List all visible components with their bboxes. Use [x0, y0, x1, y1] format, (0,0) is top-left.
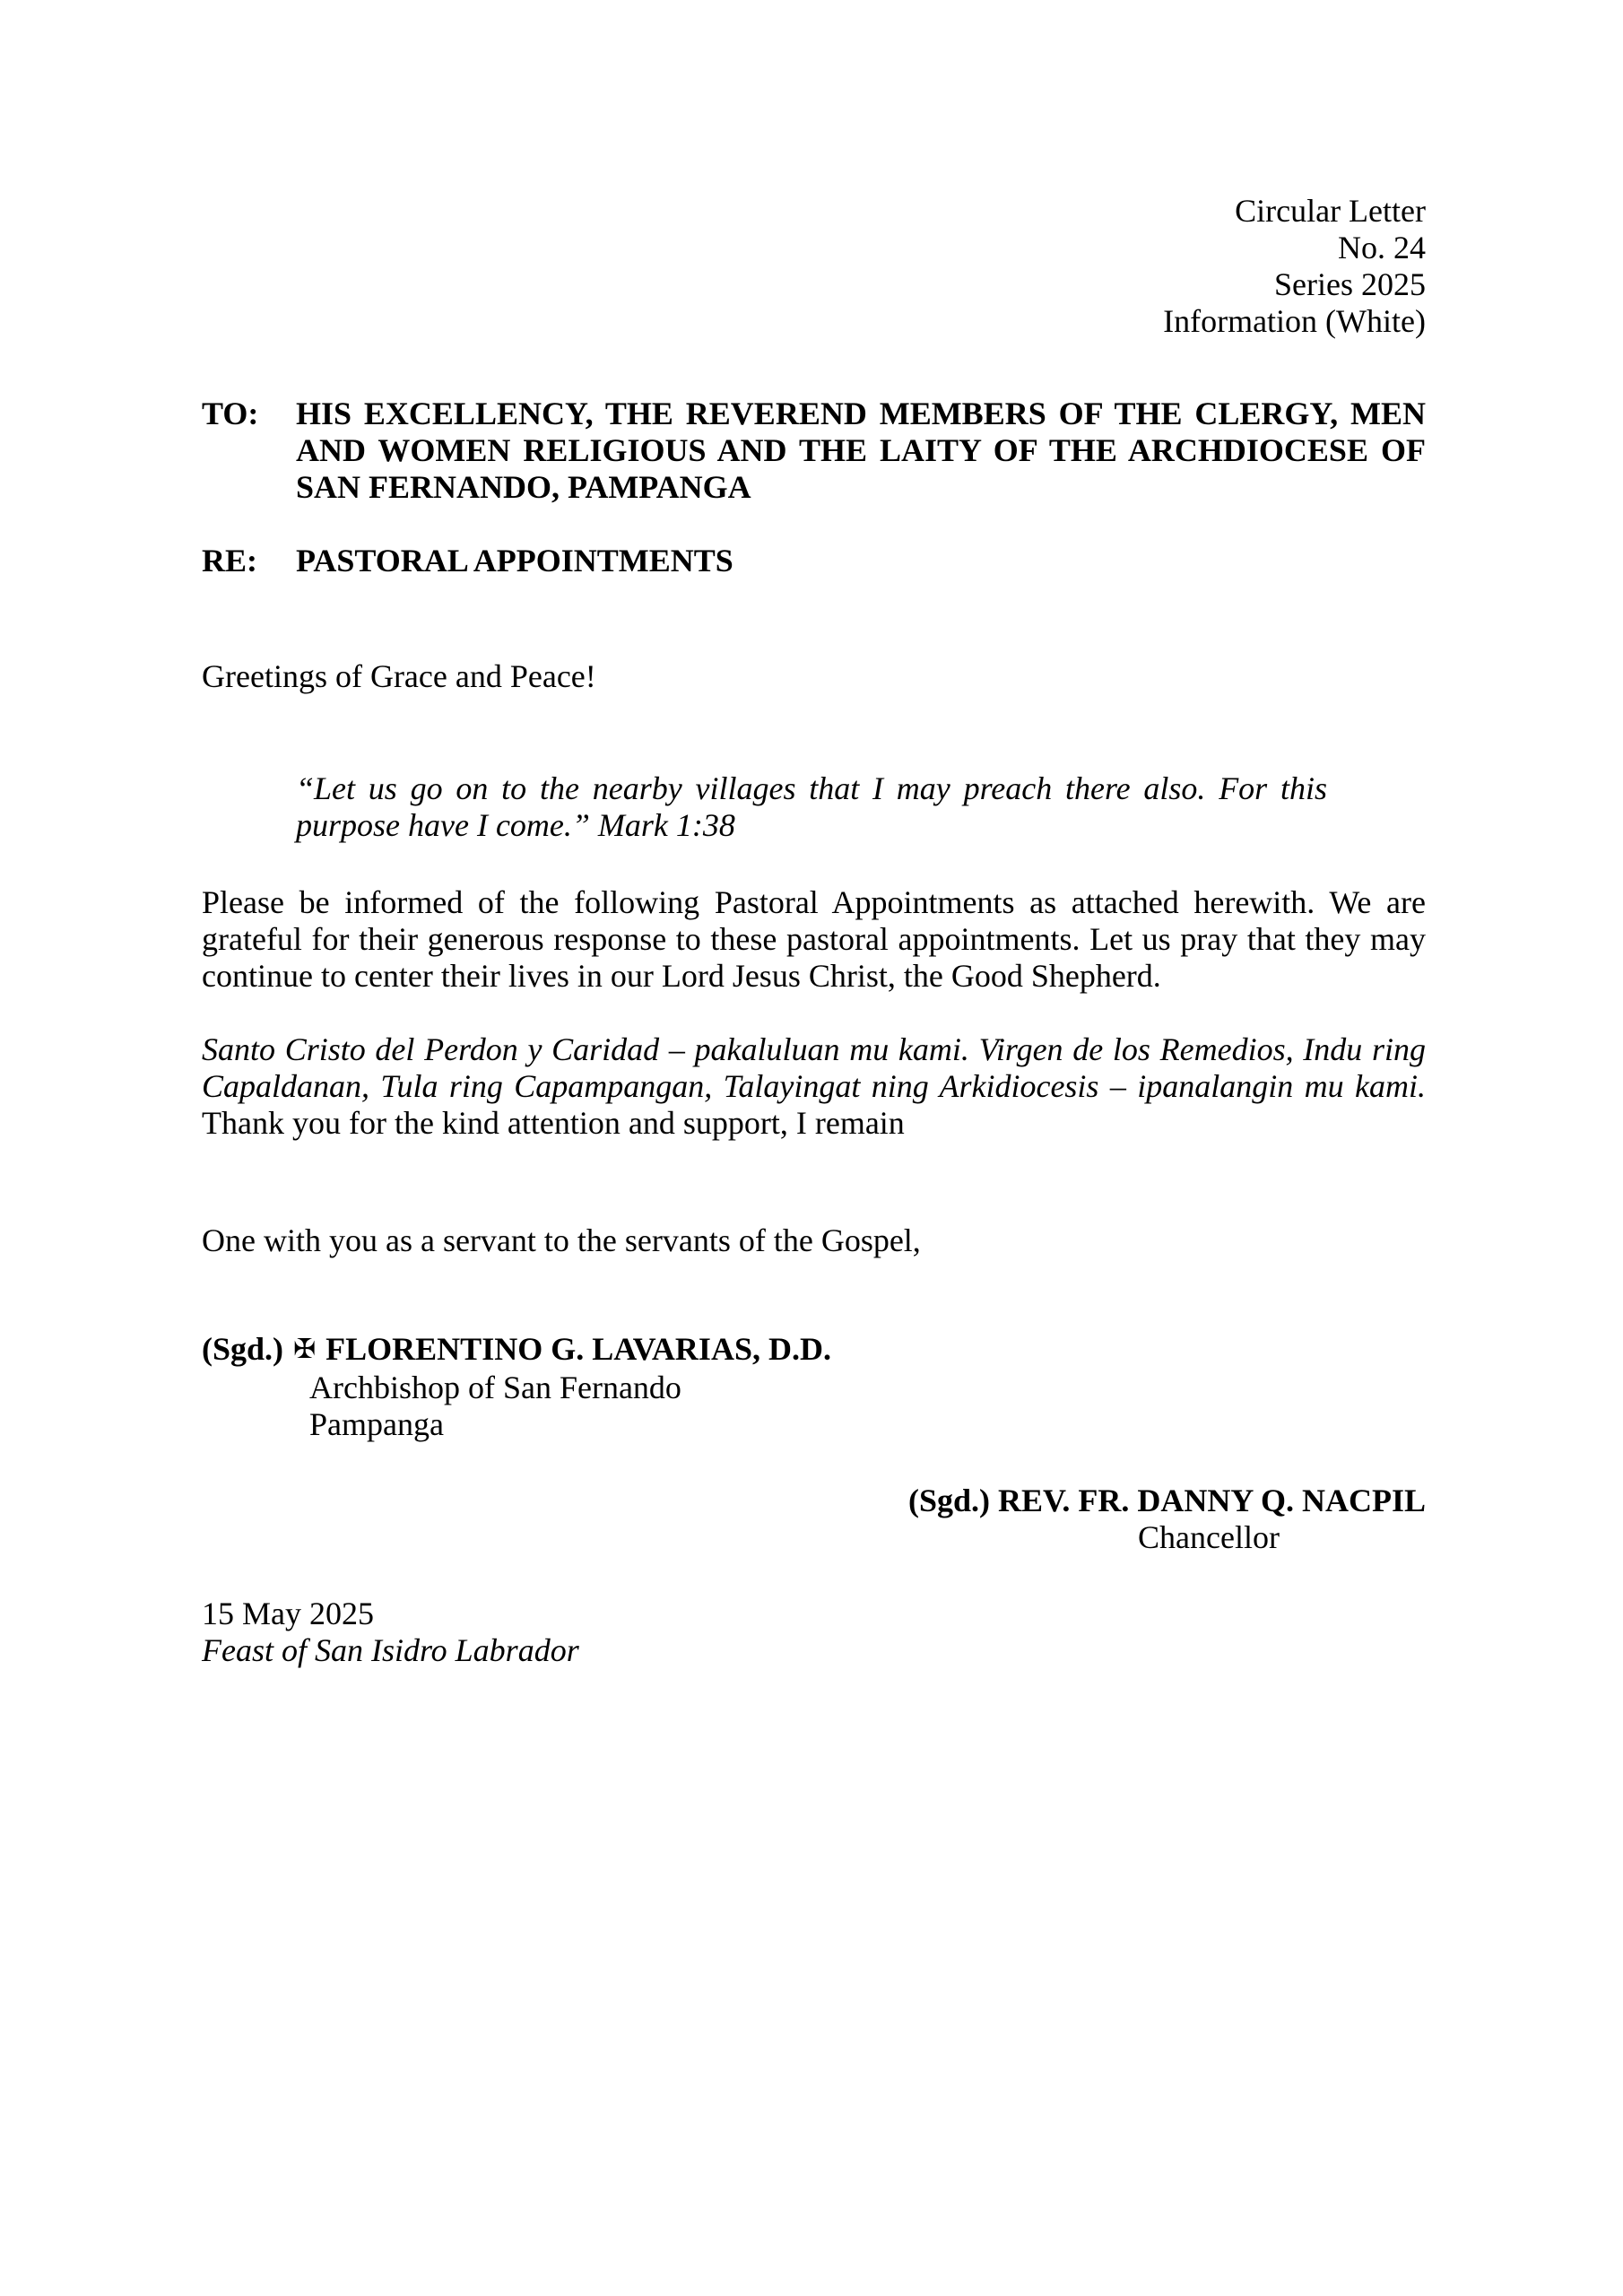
header-line-number: No. 24 [1338, 230, 1426, 265]
signature-archbishop-name-line [202, 1331, 1426, 1370]
signature-archbishop [202, 1331, 1426, 1443]
feast-line: Feast of San Isidro Labrador [202, 1632, 579, 1668]
chancellor-role-line: Chancellor [1138, 1519, 1280, 1555]
to-text: HIS EXCELLENCY, THE REVEREND MEMBERS OF THE CLERGY, MEN AND WOMEN RELIGIOUS AND THE LAITY OF THE ARCHDIOCESE OF SAN FERNANDO, PAMPANGA [296, 396, 1426, 505]
date-block [202, 1596, 1426, 1669]
body-paragraph: Please be informed of the following Pastoral Appointments as attached herewith. We are grateful for their generous response to these pastoral appointments. Let us pray that they may continue to center their lives in our Lord Jesus Christ, the Good Shepherd. [202, 884, 1426, 994]
re-label: RE: [202, 543, 257, 578]
chancellor-name-line: (Sgd.) REV. FR. DANNY Q. NACPIL [907, 1483, 1426, 1518]
prayer-paragraph [202, 1031, 1426, 1142]
prayer-paragraph-regular: Thank you for the kind attention and support, I remain [202, 1105, 905, 1141]
prayer-paragraph-italic: Santo Cristo del Perdon y Caridad – pakaluluan mu kami. Virgen de los Remedios, Indu ring Capaldanan, Tula ring Capampangan, Talayingat ning Arkidiocesis – ipanalangin mu kami. [202, 1031, 1426, 1104]
header-line-information: Information (White) [1163, 303, 1426, 339]
to-label: TO: [202, 396, 259, 431]
re-text: PASTORAL APPOINTMENTS [296, 543, 733, 578]
episcopal-cross-icon: ✠ [293, 1334, 317, 1365]
letter-header [202, 193, 1426, 340]
greeting-line: Greetings of Grace and Peace! [202, 658, 596, 694]
signoff-line: One with you as a servant to the servants of the Gospel, [202, 1222, 921, 1258]
archbishop-name: FLORENTINO G. LAVARIAS, D.D. [325, 1331, 831, 1367]
to-block [202, 396, 1426, 506]
signature-chancellor [202, 1483, 1426, 1556]
archbishop-title-line1: Archbishop of San Fernando [309, 1370, 681, 1405]
scripture-quote: “Let us go on to the nearby villages that I may preach there also. For this purpose have I come.” Mark 1:38 [296, 770, 1327, 843]
date-line: 15 May 2025 [202, 1596, 374, 1631]
header-line-series: Series 2025 [1274, 266, 1426, 302]
header-line-circular-letter: Circular Letter [1235, 193, 1426, 229]
archbishop-title-line2: Pampanga [309, 1406, 444, 1442]
re-block [202, 543, 1426, 579]
sgd-label: (Sgd.) [202, 1331, 284, 1367]
